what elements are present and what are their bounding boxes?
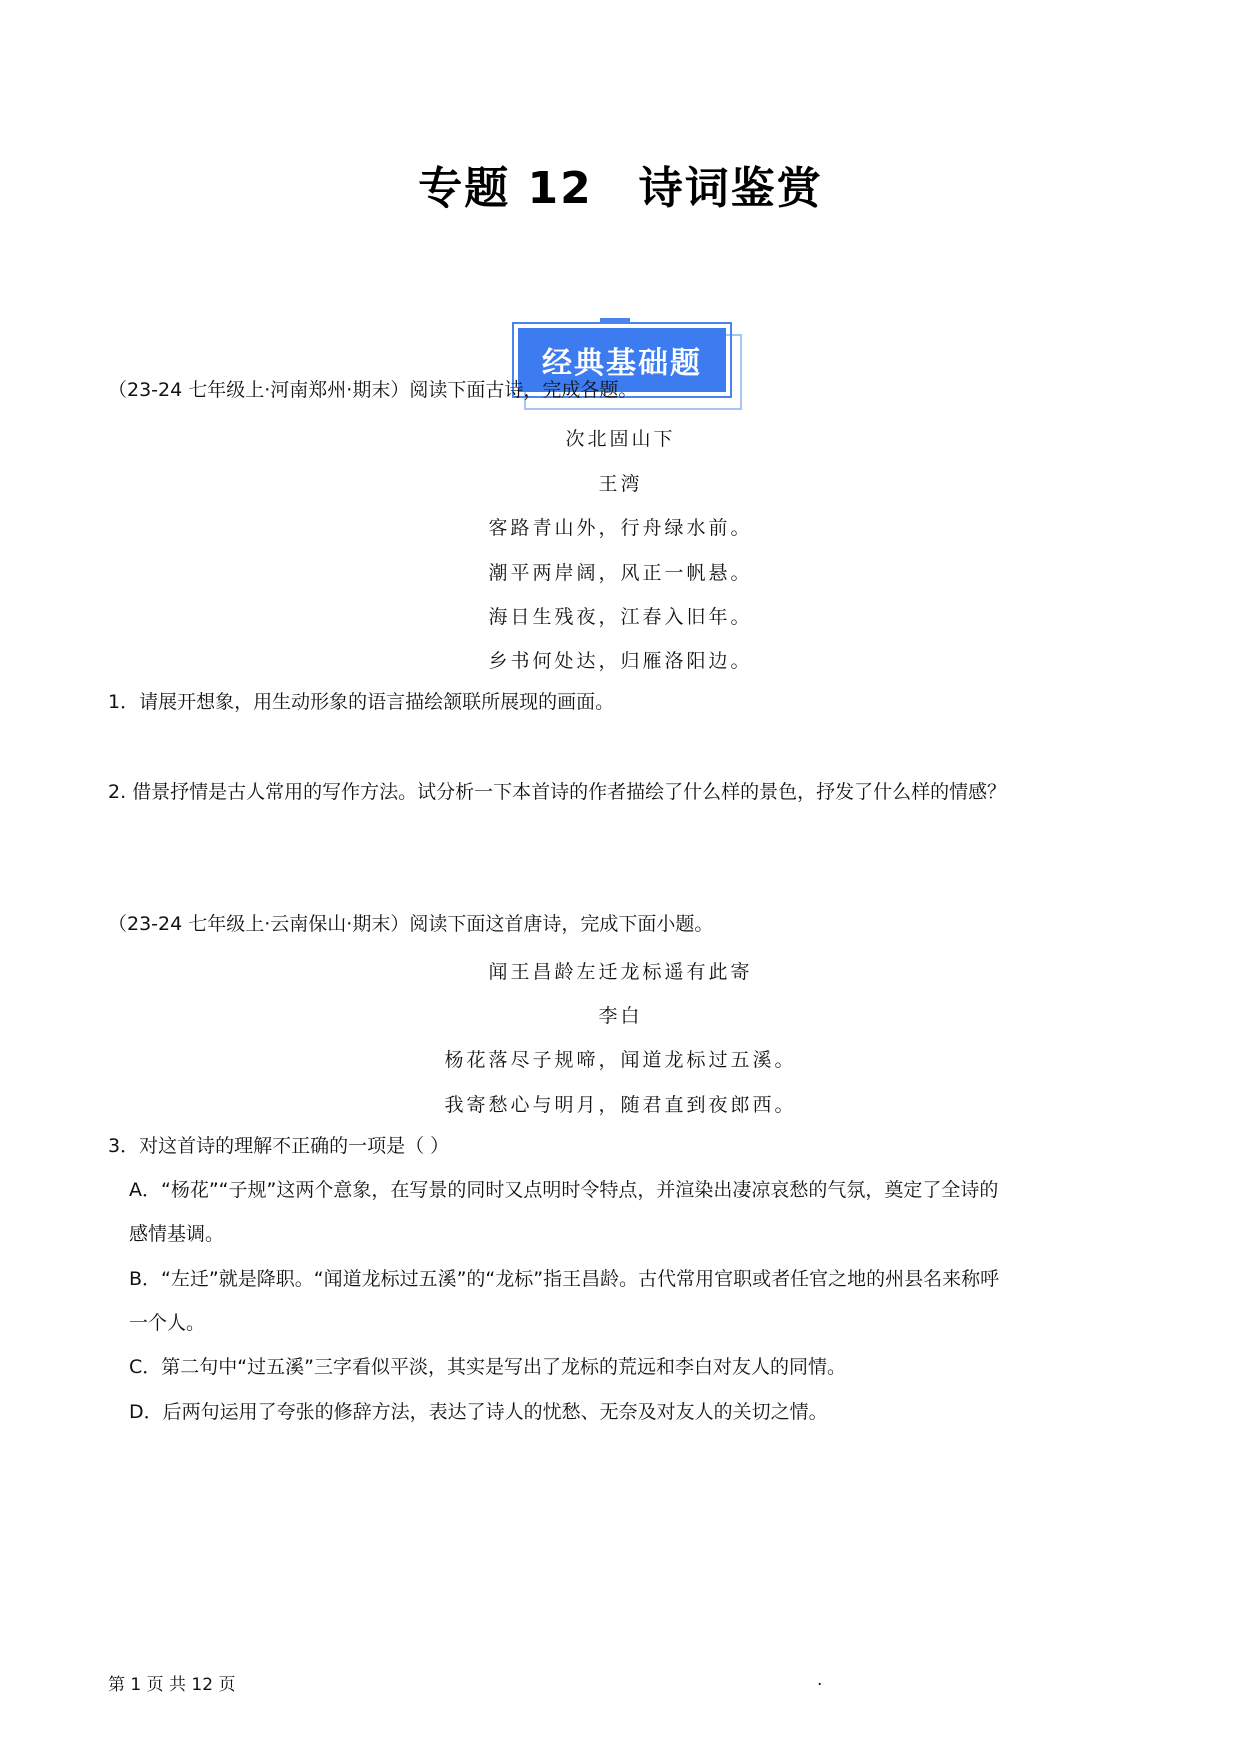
poem1-line: 海日生残夜，江春入旧年。 [488,606,753,628]
option-d: D．后两句运用了夸张的修辞方法，表达了诗人的忧愁、无奈及对友人的关切之情。 [129,1401,828,1423]
question-1: 1．请展开想象，用生动形象的语言描绘颔联所展现的画面。 [108,691,615,713]
poem2-author: 李白 [598,1005,643,1027]
option-b-cont: 一个人。 [129,1312,206,1334]
option-c: C．第二句中“过五溪”三字看似平淡，其实是写出了龙标的荒远和李白对友人的同情。 [129,1356,846,1378]
poem1-line: 乡书何处达，归雁洛阳边。 [488,650,753,672]
option-b: B．“左迁”就是降职。“闻道龙标过五溪”的“龙标”指王昌龄。古代常用官职或者任官之地的州县名来称呼 [129,1268,1000,1290]
page-number: 第 1 页 共 12 页 [108,1675,236,1695]
poem1-author: 王湾 [598,473,643,495]
poem1-line: 潮平两岸阔，风正一帆悬。 [488,562,753,584]
poem1-line: 客路青山外，行舟绿水前。 [488,517,753,539]
question-3: 3．对这首诗的理解不正确的一项是（ ） [108,1135,450,1157]
page-title: 专题 12 诗词鉴赏 [418,163,823,214]
poem2-line: 我寄愁心与明月，随君直到夜郎西。 [444,1094,797,1116]
option-a: A．“杨花”“子规”这两个意象，在写景的同时又点明时令特点，并渲染出凄凉哀愁的气氛，奠定了全诗的 [129,1179,999,1201]
badge-label: 经典基础题 [518,328,726,392]
section2-intro: （23-24 七年级上·云南保山·期末）阅读下面这首唐诗，完成下面小题。 [108,913,714,935]
question-2: 2. 借景抒情是古人常用的写作方法。试分析一下本首诗的作者描绘了什么样的景色，抒发了什么样的情感？ [108,781,1007,803]
section1-intro: （23-24 七年级上·河南郑州·期末）阅读下面古诗，完成各题。 [108,379,638,401]
footer-dot: . [817,1670,823,1690]
badge-notch [600,318,630,324]
poem2-title: 闻王昌龄左迁龙标遥有此寄 [488,961,753,983]
poem2-line: 杨花落尽子规啼，闻道龙标过五溪。 [444,1049,797,1071]
poem1-title: 次北固山下 [565,428,676,450]
option-a-cont: 感情基调。 [129,1223,225,1245]
